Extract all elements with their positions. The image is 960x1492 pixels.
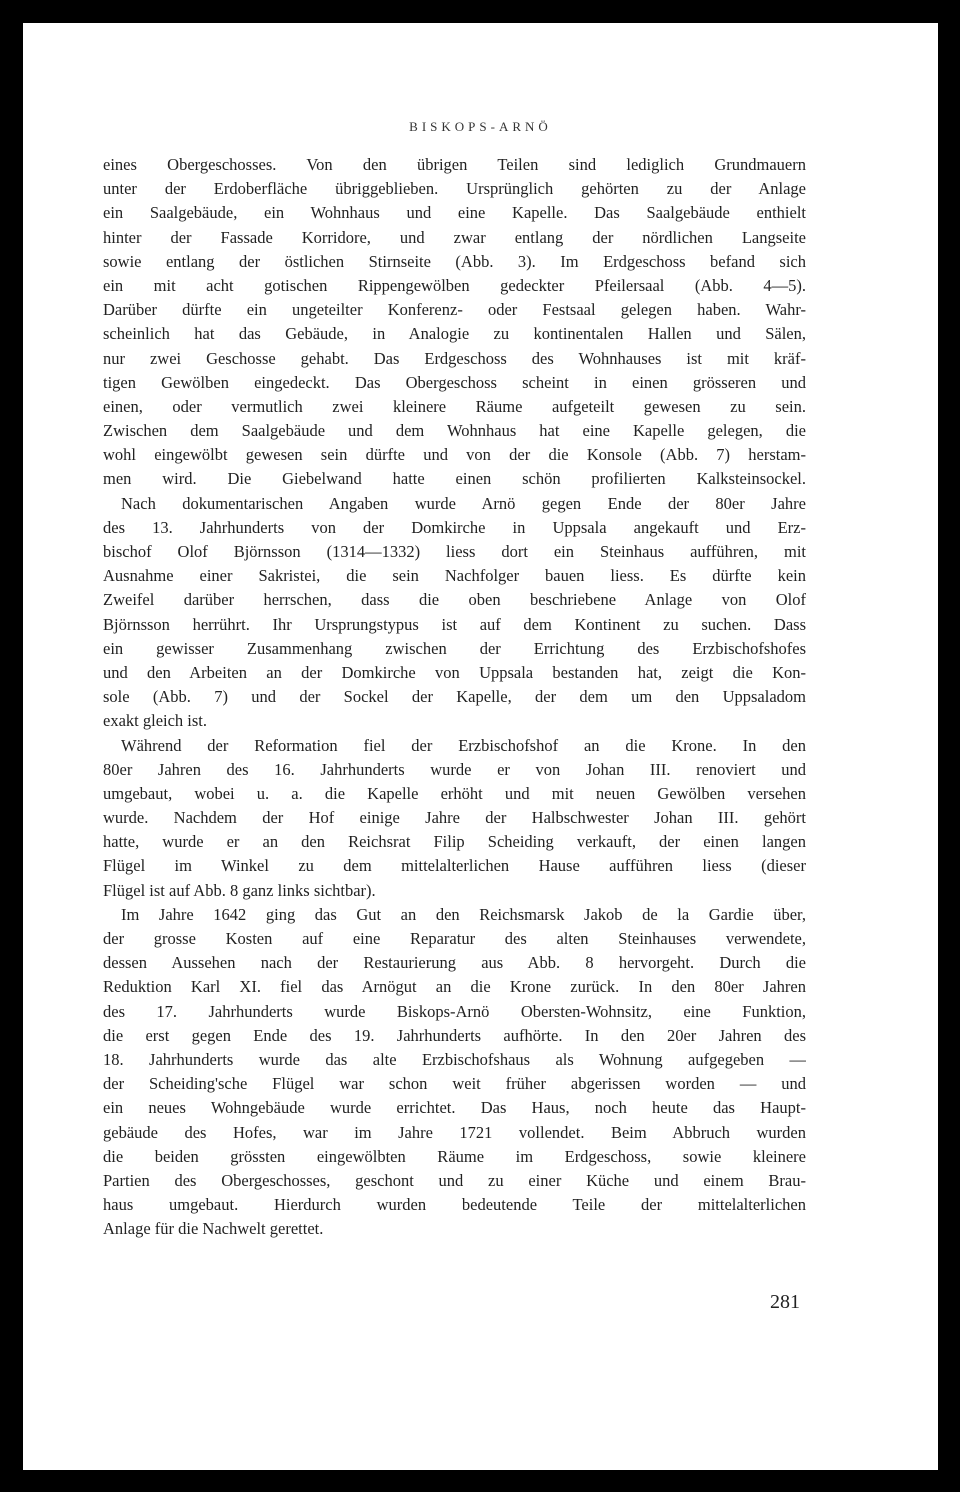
text-line: 18. Jahrhunderts wurde das alte Erzbischofshaus als Wohnung aufgegeben — <box>103 1049 806 1069</box>
text-line: die erst gegen Ende des 19. Jahrhunderts aufhörte. In den 20er Jahren des <box>103 1025 806 1045</box>
text-line: der grosse Kosten auf eine Reparatur des alten Steinhauses verwendete, <box>103 929 806 948</box>
text-line: der Scheiding'sche Flügel war schon weit früher abgerissen worden — und <box>103 1074 806 1094</box>
text-line: Flügel ist auf Abb. 8 ganz links sichtbar). <box>103 880 376 900</box>
text-line: men wird. Die Giebelwand hatte einen schön profilierten Kalksteinsockel. <box>103 469 806 489</box>
text-line: Zwischen dem Saalgebäude und dem Wohnhaus hat eine Kapelle gelegen, die <box>103 421 806 441</box>
text-line: Björnsson herrührt. Ihr Ursprungstypus ist auf dem Kontinent zu suchen. Dass <box>103 614 806 634</box>
text-line: des 17. Jahrhunderts wurde Biskops-Arnö Obersten-Wohnsitz, eine Funktion, <box>103 1001 806 1021</box>
text-line: Ausnahme einer Sakristei, die sein Nachfolger bauen liess. Es dürfte kein <box>103 566 806 586</box>
text-line: Zweifel darüber herrschen, dass die oben beschriebene Anlage von Olof <box>103 590 806 610</box>
text-line: hinter der Fassade Korridore, und zwar entlang der nördlichen Langseite <box>103 227 806 247</box>
text-line: ein gewisser Zusammenhang zwischen der Errichtung des Erzbischofshofes <box>103 638 806 658</box>
text-line: haus umgebaut. Hierdurch wurden bedeutende Teile der mittelalterlichen <box>103 1195 806 1215</box>
running-header: BISKOPS-ARNÖ <box>409 119 552 134</box>
text-line: Reduktion Karl XI. fiel das Arnögut an die Krone zurück. In den 80er Jahren <box>103 977 806 997</box>
text-line: gebäude des Hofes, war im Jahre 1721 vollendet. Beim Abbruch wurden <box>103 1122 806 1142</box>
text-line: Anlage für die Nachwelt gerettet. <box>103 1219 324 1239</box>
text-line: und den Arbeiten an der Domkirche von Uppsala bestanden hat, zeigt die Kon- <box>103 662 806 682</box>
text-line: Flügel im Winkel zu dem mittelalterlichen Hause aufführen liess (dieser <box>103 856 806 876</box>
text-line: Im Jahre 1642 ging das Gut an den Reichsmarsk Jakob de la Gardie über, <box>121 904 806 924</box>
text-line: sole (Abb. 7) und der Sockel der Kapelle, der dem um den Uppsaladom <box>103 687 806 707</box>
document-page <box>23 23 938 1470</box>
text-line: ein Saalgebäude, ein Wohnhaus und eine Kapelle. Das Saalgebäude enthielt <box>103 203 806 223</box>
text-line: wurde. Nachdem der Hof einige Jahre der Halbschwester Johan III. gehört <box>103 808 806 828</box>
text-line: tigen Gewölben eingedeckt. Das Obergeschoss scheint in einen grösseren und <box>103 372 806 392</box>
body-text <box>103 153 806 1241</box>
text-line: dessen Aussehen nach der Restaurierung aus Abb. 8 hervorgeht. Durch die <box>103 953 806 973</box>
text-line: Nach dokumentarischen Angaben wurde Arnö gegen Ende der 80er Jahre <box>121 493 806 513</box>
text-line: die beiden grössten eingewölbten Räume im Erdgeschoss, sowie kleinere <box>103 1146 806 1166</box>
text-line: wohl eingewölbt gewesen sein dürfte und von der die Konsole (Abb. 7) herstam- <box>103 445 806 465</box>
text-line: unter der Erdoberfläche übriggeblieben. Ursprünglich gehörten zu der Anlage <box>103 179 806 199</box>
text-line: bischof Olof Björnsson (1314—1332) liess dort ein Steinhaus aufführen, mit <box>103 542 806 561</box>
text-line: Darüber dürfte ein ungeteilter Konferenz- oder Festsaal gelegen haben. Wahr- <box>103 300 806 320</box>
text-line: hatte, wurde er an den Reichsrat Filip Scheiding verkauft, der einen langen <box>103 832 806 852</box>
text-line: einen, oder vermutlich zwei kleinere Räume aufgeteilt gewesen zu sein. <box>103 396 806 416</box>
text-line: 80er Jahren des 16. Jahrhunderts wurde er von Johan III. renoviert und <box>103 759 806 779</box>
text-line: sowie entlang der östlichen Stirnseite (Abb. 3). Im Erdgeschoss befand sich <box>103 251 806 271</box>
text-line: scheinlich hat das Gebäude, in Analogie zu kontinentalen Hallen und Sälen, <box>103 324 806 344</box>
text-line: Partien des Obergeschosses, geschont und zu einer Küche und einem Brau- <box>103 1170 806 1190</box>
text-line: ein mit acht gotischen Rippengewölben gedeckter Pfeilersaal (Abb. 4—5). <box>103 275 806 295</box>
text-line: exakt gleich ist. <box>103 711 208 731</box>
text-line: ein neues Wohngebäude wurde errichtet. Das Haus, noch heute das Haupt- <box>103 1098 806 1118</box>
text-line: nur zwei Geschosse gehabt. Das Erdgeschoss des Wohnhauses ist mit kräf- <box>103 348 806 368</box>
text-line: umgebaut, wobei u. a. die Kapelle erhöht und mit neuen Gewölben versehen <box>103 783 806 803</box>
page-number: 281 <box>770 1291 800 1313</box>
text-line: eines Obergeschosses. Von den übrigen Teilen sind lediglich Grundmauern <box>103 155 806 174</box>
text-line: des 13. Jahrhunderts von der Domkirche in Uppsala angekauft und Erz- <box>103 517 806 537</box>
text-line: Während der Reformation fiel der Erzbischofshof an die Krone. In den <box>121 735 806 755</box>
